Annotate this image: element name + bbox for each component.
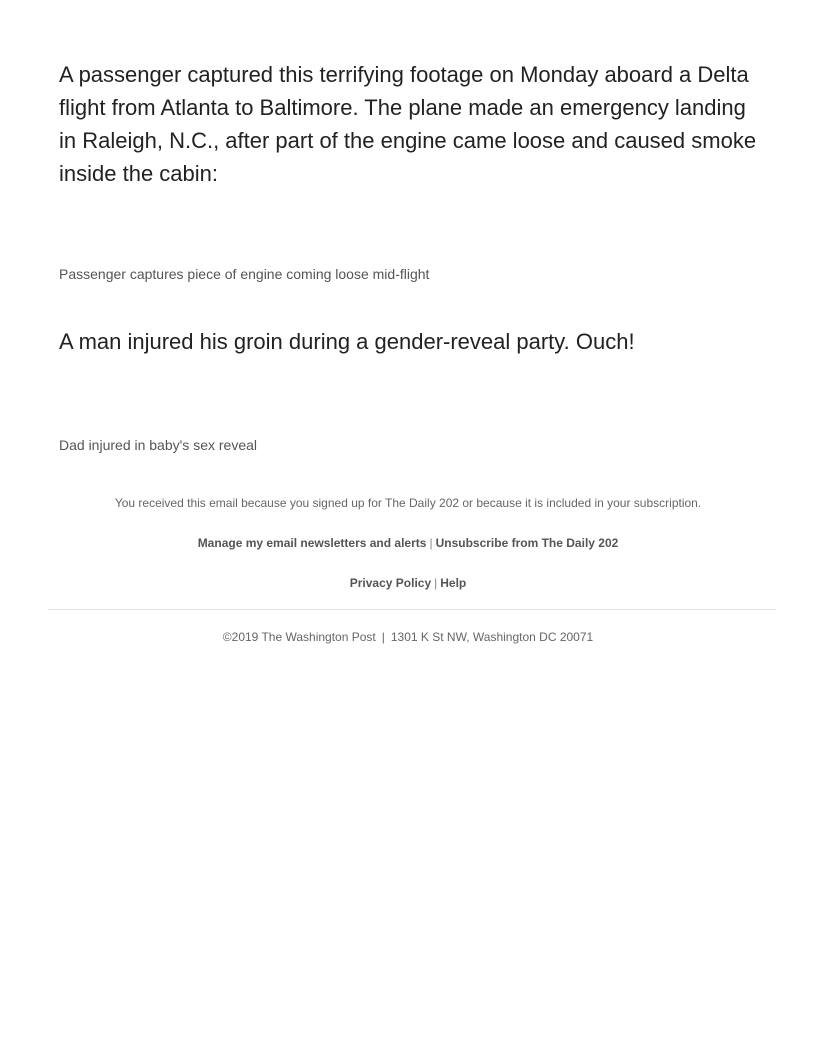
footer-links-row-2 [0, 575, 816, 591]
copyright-separator: | [381, 630, 385, 644]
copyright-line [0, 629, 816, 645]
help-link[interactable]: Help [440, 576, 467, 590]
video-caption-sex-reveal[interactable]: Dad injured in baby's sex reveal [59, 437, 258, 453]
link-separator: | [429, 536, 433, 550]
article-paragraph-gender-reveal: A man injured his groin during a gender-reveal party. Ouch! [59, 329, 635, 354]
article-paragraph-flight: A passenger captured this terrifying footage on Monday aboard a Delta flight from Atlanta to Baltimore. The plane made an emergency landing in Raleigh, N.C., after part of the engine came loose and caused smoke inside the cabin: [59, 62, 757, 186]
manage-newsletters-link[interactable]: Manage my email newsletters and alerts [197, 536, 427, 550]
copyright-text: ©2019 The Washington Post [222, 630, 376, 644]
footer-divider [48, 609, 776, 610]
postal-address: 1301 K St NW, Washington DC 20071 [390, 630, 594, 644]
subscription-notice: You received this email because you signed up for The Daily 202 or because it is included in your subscription. [114, 496, 702, 510]
video-caption-engine[interactable]: Passenger captures piece of engine coming loose mid-flight [59, 266, 430, 282]
link-separator: | [434, 576, 438, 590]
footer-links-row-1 [0, 535, 816, 551]
privacy-policy-link[interactable]: Privacy Policy [349, 576, 432, 590]
unsubscribe-link[interactable]: Unsubscribe from The Daily 202 [435, 536, 619, 550]
